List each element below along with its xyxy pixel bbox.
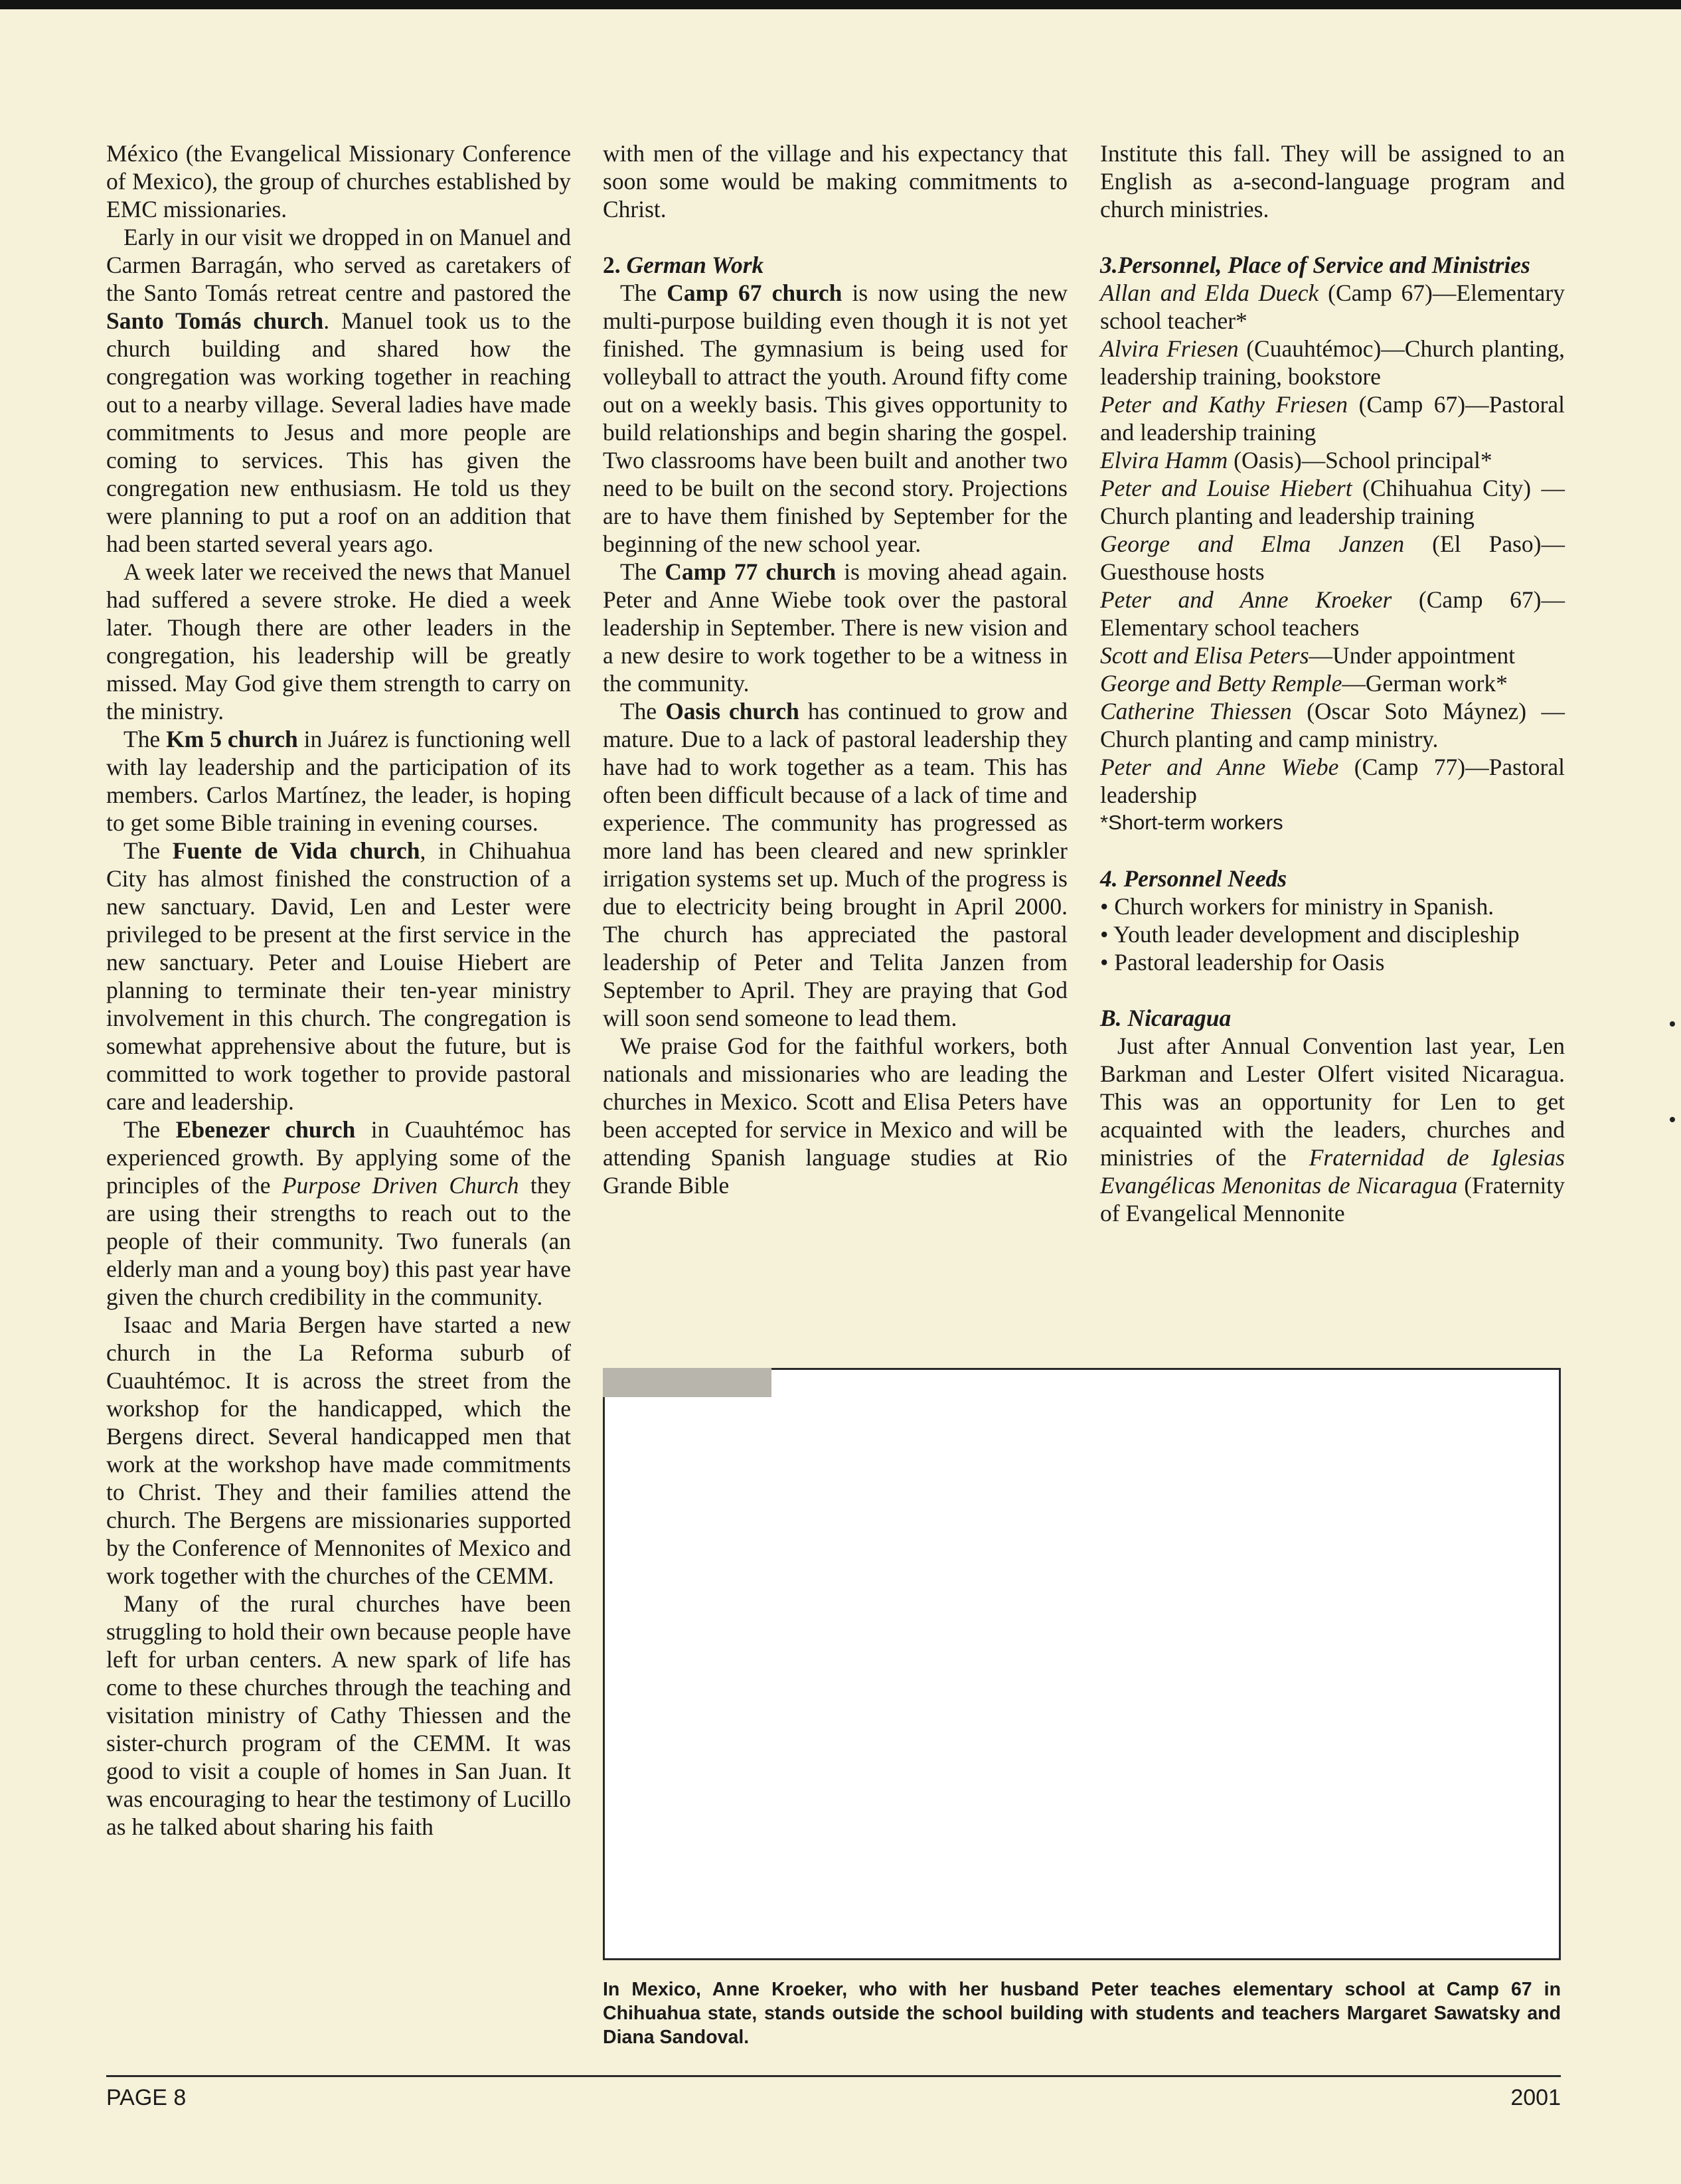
section-heading-personnel-needs: 4. Personnel Needs [1100, 865, 1287, 892]
personnel-entry: Elvira Hamm (Oasis)—School principal* [1100, 447, 1492, 473]
scan-top-edge [0, 0, 1681, 9]
column-2 [603, 139, 1068, 1199]
column-1 [106, 139, 571, 1841]
scan-speck [1670, 1021, 1675, 1027]
column-3 [1100, 139, 1565, 1227]
personnel-entry: Peter and Kathy Friesen (Camp 67)—Pastoral and leadership training [1100, 391, 1565, 446]
footer-divider [106, 2075, 1561, 2077]
list-item: • Youth leader development and discipleship [1100, 921, 1520, 948]
personnel-entry: Catherine Thiessen (Oscar Soto Máynez) —Church planting and camp ministry. [1100, 698, 1565, 752]
personnel-entry: Scott and Elisa Peters—Under appointment [1100, 642, 1516, 669]
personnel-entry: Alvira Friesen (Cuauhtémoc)—Church planting, leadership training, bookstore [1100, 335, 1565, 390]
personnel-entry: George and Betty Remple—German work* [1100, 670, 1508, 697]
page-number: PAGE 8 [106, 2085, 187, 2110]
paragraph: The Camp 67 church is now using the new multi-purpose building even though it is not yet finished. The gymnasium is being used for volleyball to attract the youth. Around fifty come out on a weekly basis. This gives opportunity to build relationships and begin sharing the gospel. Two classrooms have been built and another two need to be built on the second story. Projections are to have them finished by September for the beginning of the new school year. [603, 280, 1068, 557]
paragraph: The Fuente de Vida church, in Chihuahua City has almost finished the construction of a new sanctuary. David, Len and Lester were privileged to be present at the first service in the new sanctuary. Peter and Louise Hiebert are planning to terminate their ten-year ministry involvement in this church. The congregation is somewhat apprehensive about the future, but is committed to work together to provide pastoral care and leadership. [106, 837, 571, 1115]
paragraph: The Ebenezer church in Cuauhtémoc has experienced growth. By applying some of the principles of the Purpose Driven Church they are using their strengths to reach out to the people of their community. Two funerals (an elderly man and a young boy) this past year have given the church credibility in the community. [106, 1116, 571, 1310]
photo-caption: In Mexico, Anne Kroeker, who with her husband Peter teaches elementary school at Camp 67 in Chihuahua state, stands outside the school building with students and teachers Margaret Sawatsky and Diana Sandoval. [603, 1979, 1561, 2048]
section-heading-nicaragua: B. Nicaragua [1100, 1005, 1232, 1031]
paragraph: with men of the village and his expectancy that soon some would be making commitments to Christ. [603, 140, 1068, 222]
paragraph: Early in our visit we dropped in on Manuel and Carmen Barragán, who served as caretakers of the Santo Tomás retreat centre and pastored the Santo Tomás church. Manuel took us to the church building and shared how the congregation was working together in reaching out to a nearby village. Several ladies have made commitments to Jesus and more people are coming to services. This has given the congregation new enthusiasm. He told us they were planning to put a roof on an addition that had been started several years ago. [106, 224, 571, 557]
personnel-entry: Peter and Anne Wiebe (Camp 77)—Pastoral leadership [1100, 754, 1565, 808]
paragraph: Institute this fall. They will be assigned to an English as a-second-language program and church ministries. [1100, 140, 1565, 222]
list-item: • Church workers for ministry in Spanish. [1100, 893, 1494, 920]
paragraph: The Oasis church has continued to grow and mature. Due to a lack of pastoral leadership they have had to work together as a team. This has often been difficult because of a lack of time and experience. The community has progressed as more land has been cleared and new sprinkler irrigation systems set up. Much of the progress is due to electricity being brought in April 2000. The church has appreciated the pastoral leadership of Peter and Telita Janzen from September to April. They are praying that God will soon send someone to lead them. [603, 698, 1068, 1031]
section-heading-german-work: 2. German Work [603, 252, 764, 278]
personnel-entry: Allan and Elda Dueck (Camp 67)—Elementary school teacher* [1100, 280, 1565, 334]
footer-year: 2001 [1510, 2085, 1561, 2110]
paragraph: The Km 5 church in Juárez is functioning well with lay leadership and the participation of its members. Carlos Martínez, the leader, is hoping to get some Bible training in evening courses. [106, 726, 571, 836]
photo-placeholder [603, 1368, 1561, 1960]
paragraph: A week later we received the news that Manuel had suffered a severe stroke. He died a week later. Though there are other leaders in the congregation, his leadership will be greatly missed. May God give them strength to carry on the ministry. [106, 558, 571, 724]
paragraph: The Camp 77 church is moving ahead again. Peter and Anne Wiebe took over the pastoral leadership in September. There is new vision and a new desire to work together to be a witness in the community. [603, 558, 1068, 697]
photo-tab [603, 1368, 771, 1397]
personnel-entry: George and Elma Janzen (El Paso)— Guesthouse hosts [1100, 531, 1565, 585]
personnel-entry: Peter and Anne Kroeker (Camp 67)—Elementary school teachers [1100, 586, 1565, 641]
list-item: • Pastoral leadership for Oasis [1100, 949, 1385, 975]
footnote: *Short-term workers [1100, 811, 1283, 834]
personnel-entry: Peter and Louise Hiebert (Chihuahua City) —Church planting and leadership training [1100, 475, 1565, 529]
paragraph: México (the Evangelical Missionary Conference of Mexico), the group of churches established by EMC missionaries. [106, 140, 571, 222]
section-heading-personnel: 3.Personnel, Place of Service and Ministries [1100, 252, 1530, 278]
needs-list [1100, 892, 1565, 976]
scan-speck [1670, 1117, 1675, 1122]
personnel-list [1100, 279, 1565, 837]
paragraph: Isaac and Maria Bergen have started a new church in the La Reforma suburb of Cuauhtémoc. It is across the street from the workshop for the handicapped, which the Bergens direct. Several handicapped men that work at the workshop have made commitments to Christ. They and their families attend the church. The Bergens are missionaries supported by the Conference of Mennonites of Mexico and work together with the churches of the CEMM. [106, 1311, 571, 1589]
paragraph: Many of the rural churches have been struggling to hold their own because people have left for urban centers. A new spark of life has come to these churches through the teaching and visitation ministry of Cathy Thiessen and the sister-church program of the CEMM. It was good to visit a couple of homes in San Juan. It was encouraging to hear the testimony of Lucillo as he talked about sharing his faith [106, 1590, 571, 1840]
paragraph: Just after Annual Convention last year, Len Barkman and Lester Olfert visited Nicaragua. This was an opportunity for Len to get acquainted with the leaders, churches and ministries of the Fraternidad de Iglesias Evangélicas Menonitas de Nicaragua (Fraternity of Evangelical Mennonite [1100, 1033, 1565, 1226]
paragraph: We praise God for the faithful workers, both nationals and missionaries who are leading the churches in Mexico. Scott and Elisa Peters have been accepted for service in Mexico and will be attending Spanish language studies at Rio Grande Bible [603, 1033, 1068, 1199]
